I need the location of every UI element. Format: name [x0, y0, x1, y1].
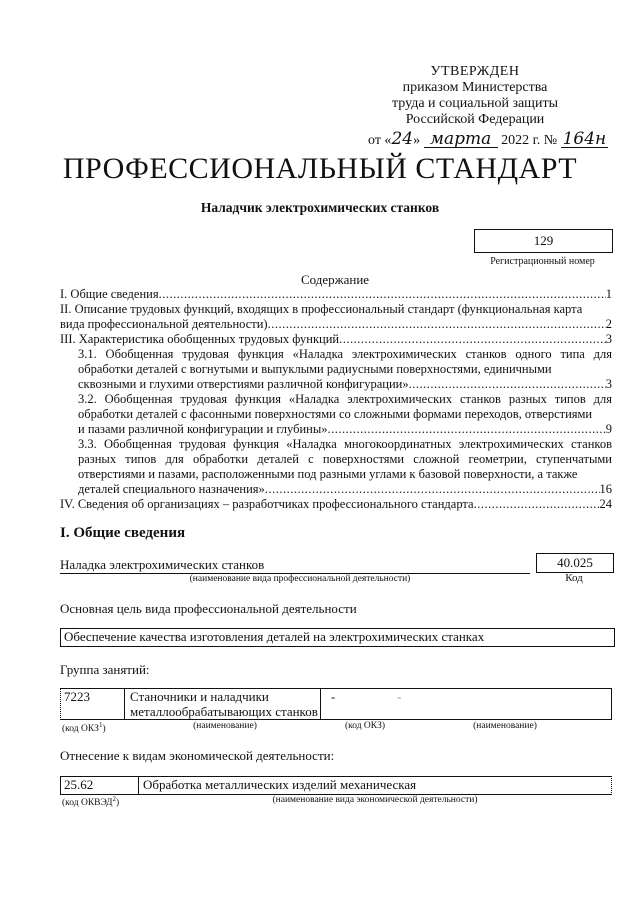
toc-item-text-cont: сквозными и глухими отверстиями различной конфигурации» — [78, 377, 409, 391]
order-number: 164н — [562, 129, 607, 149]
approved-ministry: труда и социальной защиты — [392, 96, 558, 111]
toc-item[interactable] — [60, 302, 612, 332]
toc-item-text: 3.3. Обобщенная трудовая функция «Наладка многокоординатных электрохимических станков разных типов для обработки деталей с поверхностями сложной геометрии, ступенчатыми отверстиями и пазами, расположенными под разными углами к базовой поверхности, а также — [78, 437, 612, 481]
toc-item-page: 3 — [605, 332, 612, 346]
toc-item-text: I. Общие сведения — [60, 287, 159, 301]
toc-item-text: II. Описание трудовых функций, входящих в профессиональный стандарт (функциональная карта — [60, 302, 583, 316]
okz-code-cell: 7223 — [61, 689, 125, 719]
approved-word: УТВЕРЖДЕН — [430, 64, 520, 79]
order-month: марта — [424, 131, 498, 148]
toc-item-page: 24 — [599, 497, 612, 511]
order-from-prefix: от « — [368, 133, 392, 148]
toc-item-text: III. Характеристика обобщенных трудовых функций — [60, 332, 340, 346]
okz-code-caption-close: ) — [102, 724, 106, 735]
order-date-line — [368, 129, 607, 149]
standard-name: Наладчик электрохимических станков — [200, 200, 440, 215]
activity-name-caption: (наименование вида профессиональной деятельности) — [189, 574, 411, 584]
toc-item-page: 2 — [605, 317, 612, 331]
page-title: ПРОФЕССИОНАЛЬНЫЙ СТАНДАРТ — [62, 152, 578, 185]
okz-code-caption-text: (код ОКЗ — [62, 724, 99, 735]
toc-item-page: 1 — [605, 287, 612, 301]
econ-activity-label: Отнесение к видам экономической деятельности: — [60, 748, 335, 763]
okved-code-cell: 25.62 — [61, 777, 139, 794]
toc-item-text: IV. Сведения об организациях – разработчиках профессионального стандарта — [60, 497, 474, 511]
toc-item-text: 3.2. Обобщенная трудовая функция «Наладка электрохимических станков разных типов для обработки деталей с фасонными поверхностями со сложными формами переходов, отверстиями — [78, 392, 612, 421]
toc-item-text: 3.1. Обобщенная трудовая функция «Наладка электрохимических станков одного типа для обработки деталей с вогнутыми и выпуклыми радиусными поверхностями, единичными — [78, 347, 612, 376]
econ-activity-table — [60, 776, 612, 795]
occupation-group-table — [60, 688, 612, 720]
okved-name-cell: Обработка металлических изделий механическая — [143, 777, 417, 792]
toc-item-page: 3 — [605, 377, 612, 391]
section-heading: I. Общие сведения — [60, 525, 186, 541]
footnote-mark: 2 — [112, 795, 116, 803]
goal-value-box: Обеспечение качества изготовления деталей на электрохимических станках — [60, 628, 615, 647]
approval-block — [360, 64, 607, 149]
order-year: 2022 г. № — [501, 133, 558, 148]
okved-code-caption-text: (код ОКВЭД — [62, 798, 113, 809]
okved-name-caption: (наименование вида экономической деятельности) — [272, 795, 478, 805]
okz-code-cell-2: - — [331, 689, 336, 704]
okved-code-caption-close: ) — [115, 798, 120, 809]
activity-name-field: Наладка электрохимических станков — [60, 557, 530, 574]
okz-name-caption: (наименование) — [193, 721, 257, 731]
toc-item[interactable] — [60, 347, 612, 392]
approved-country: Российской Федерации — [405, 112, 545, 127]
toc-item-text-cont: и пазами различной конфигурации и глубины» — [78, 422, 328, 436]
okved-code-caption — [62, 795, 142, 808]
toc-item[interactable] — [60, 287, 612, 302]
toc-item-text-cont: вида профессиональной деятельности) — [60, 317, 268, 331]
group-label: Группа занятий: — [60, 662, 150, 677]
goal-label: Основная цель вида профессиональной деятельности — [60, 601, 357, 616]
toc-title: Содержание — [300, 272, 370, 287]
toc-item[interactable] — [60, 497, 612, 512]
order-day: 24 — [391, 129, 414, 149]
order-quote-close: » — [413, 133, 421, 148]
registration-number-box: 129 — [474, 229, 613, 253]
okz-name-caption-2: (наименование) — [473, 721, 537, 731]
okz-name-cell: Станочники и наладчики металлообрабатывающих станков — [127, 689, 321, 719]
table-of-contents — [60, 287, 612, 512]
toc-item[interactable] — [60, 437, 612, 497]
okz-code-caption — [62, 721, 132, 734]
toc-item-page: 16 — [599, 482, 612, 496]
okz-name-cell-2: - — [397, 689, 402, 704]
registration-number-label: Регистрационный номер — [490, 256, 595, 267]
activity-code-caption: Код — [565, 572, 583, 584]
okz-code-caption-2: (код ОКЗ) — [344, 721, 386, 731]
activity-code-box: 40.025 — [536, 553, 614, 573]
toc-item-text-cont: деталей специального назначения» — [78, 482, 265, 496]
toc-item-page: 9 — [605, 422, 612, 436]
footnote-mark: 1 — [98, 721, 103, 729]
approved-by-order: приказом Министерства — [402, 80, 548, 95]
toc-item[interactable] — [60, 332, 612, 347]
toc-item[interactable] — [60, 392, 612, 437]
